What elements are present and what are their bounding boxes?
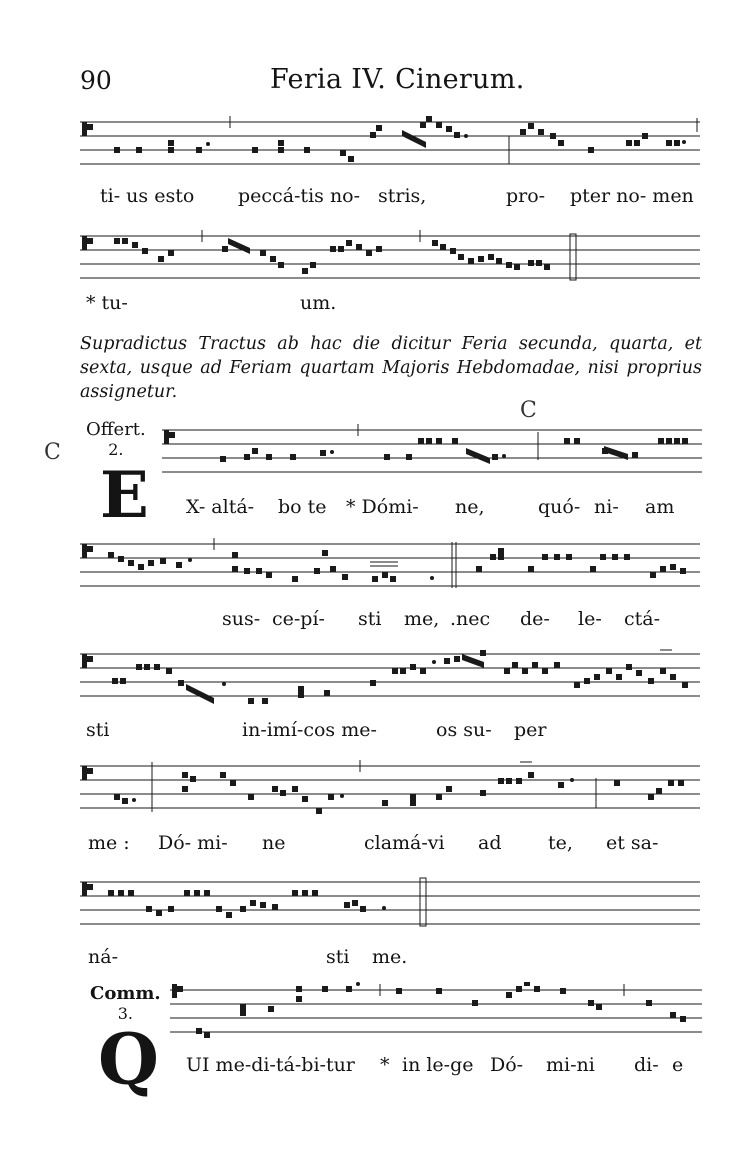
staff-offertory-line-1 bbox=[162, 424, 702, 480]
offertory-number: 2. bbox=[108, 440, 124, 459]
margin-pencil-mark: C bbox=[520, 398, 537, 423]
staff-offertory-line-5 bbox=[80, 874, 700, 934]
lyric: in le-ge bbox=[402, 1054, 474, 1076]
lyric: et sa- bbox=[606, 832, 659, 854]
lyric: mi-ni bbox=[546, 1054, 595, 1076]
lyric: ná- bbox=[88, 946, 118, 968]
lyric: per bbox=[514, 719, 547, 741]
lyric: sus- bbox=[222, 608, 261, 630]
lyric: Dó- mi- bbox=[158, 832, 228, 854]
lyric: ne, bbox=[455, 496, 485, 518]
lyric: * tu- bbox=[86, 292, 128, 314]
lyric: UI me-di-tá-bi-tur bbox=[186, 1054, 355, 1076]
lyric: * Dómi- bbox=[346, 496, 419, 518]
lyric: sti bbox=[358, 608, 382, 630]
lyric: .nec bbox=[450, 608, 491, 630]
staff-communion-line-1 bbox=[170, 982, 702, 1042]
staff-offertory-line-2 bbox=[80, 536, 700, 596]
staff-tract-line-2 bbox=[80, 228, 700, 288]
lyric: am bbox=[645, 496, 675, 518]
offertory-label bbox=[86, 420, 146, 460]
lyric: me. bbox=[372, 946, 408, 968]
lyric: in-imí-cos me- bbox=[242, 719, 377, 741]
lyric: quó- bbox=[538, 496, 581, 518]
lyric: te, bbox=[548, 832, 573, 854]
communion-number: 3. bbox=[117, 1004, 133, 1023]
lyric: ce-pí- bbox=[272, 608, 325, 630]
lyric: sti bbox=[326, 946, 350, 968]
margin-pencil-mark: C bbox=[44, 440, 61, 465]
lyric: peccá-tis no- bbox=[238, 185, 361, 207]
staff-offertory-line-3 bbox=[80, 646, 700, 708]
lyric: me : bbox=[88, 832, 130, 854]
lyric: e bbox=[672, 1054, 684, 1076]
lyric: sti bbox=[86, 719, 110, 741]
offertory-initial: E bbox=[100, 458, 149, 533]
offertory-label-text: Offert. bbox=[86, 419, 146, 440]
lyric: um. bbox=[300, 292, 337, 314]
lyric: pro- bbox=[506, 185, 546, 207]
page-number: 90 bbox=[80, 66, 112, 95]
staff-offertory-line-4 bbox=[80, 758, 700, 822]
lyric: me, bbox=[404, 608, 440, 630]
staff-tract-line-1 bbox=[80, 112, 700, 174]
page-title: Feria IV. Cinerum. bbox=[270, 64, 525, 95]
communion-initial: Q bbox=[98, 1018, 159, 1101]
lyric: os su- bbox=[436, 719, 492, 741]
lyric: ni- bbox=[594, 496, 619, 518]
lyric: ne bbox=[262, 832, 286, 854]
lyric: pter no- men bbox=[570, 185, 694, 207]
lyric: ti- us esto bbox=[100, 185, 195, 207]
lyric: X- altá- bbox=[186, 496, 255, 518]
rubric-note: Supradictus Tractus ab hac die dicitur Feria secunda, quarta, et sexta, usque ad Feriam quartam Majoris Hebdomadae, nisi proprius assignetur. bbox=[80, 334, 702, 402]
lyric: Dó- bbox=[490, 1054, 524, 1076]
lyric: bo te bbox=[278, 496, 327, 518]
lyric: de- bbox=[520, 608, 550, 630]
lyric: le- bbox=[578, 608, 602, 630]
communion-label-text: Comm. bbox=[90, 983, 161, 1004]
lyric: clamá-vi bbox=[364, 832, 445, 854]
lyric: ctá- bbox=[624, 608, 661, 630]
lyric: ad bbox=[478, 832, 502, 854]
lyric: * bbox=[380, 1054, 390, 1076]
lyric: stris, bbox=[378, 185, 427, 207]
lyric: di- bbox=[634, 1054, 659, 1076]
